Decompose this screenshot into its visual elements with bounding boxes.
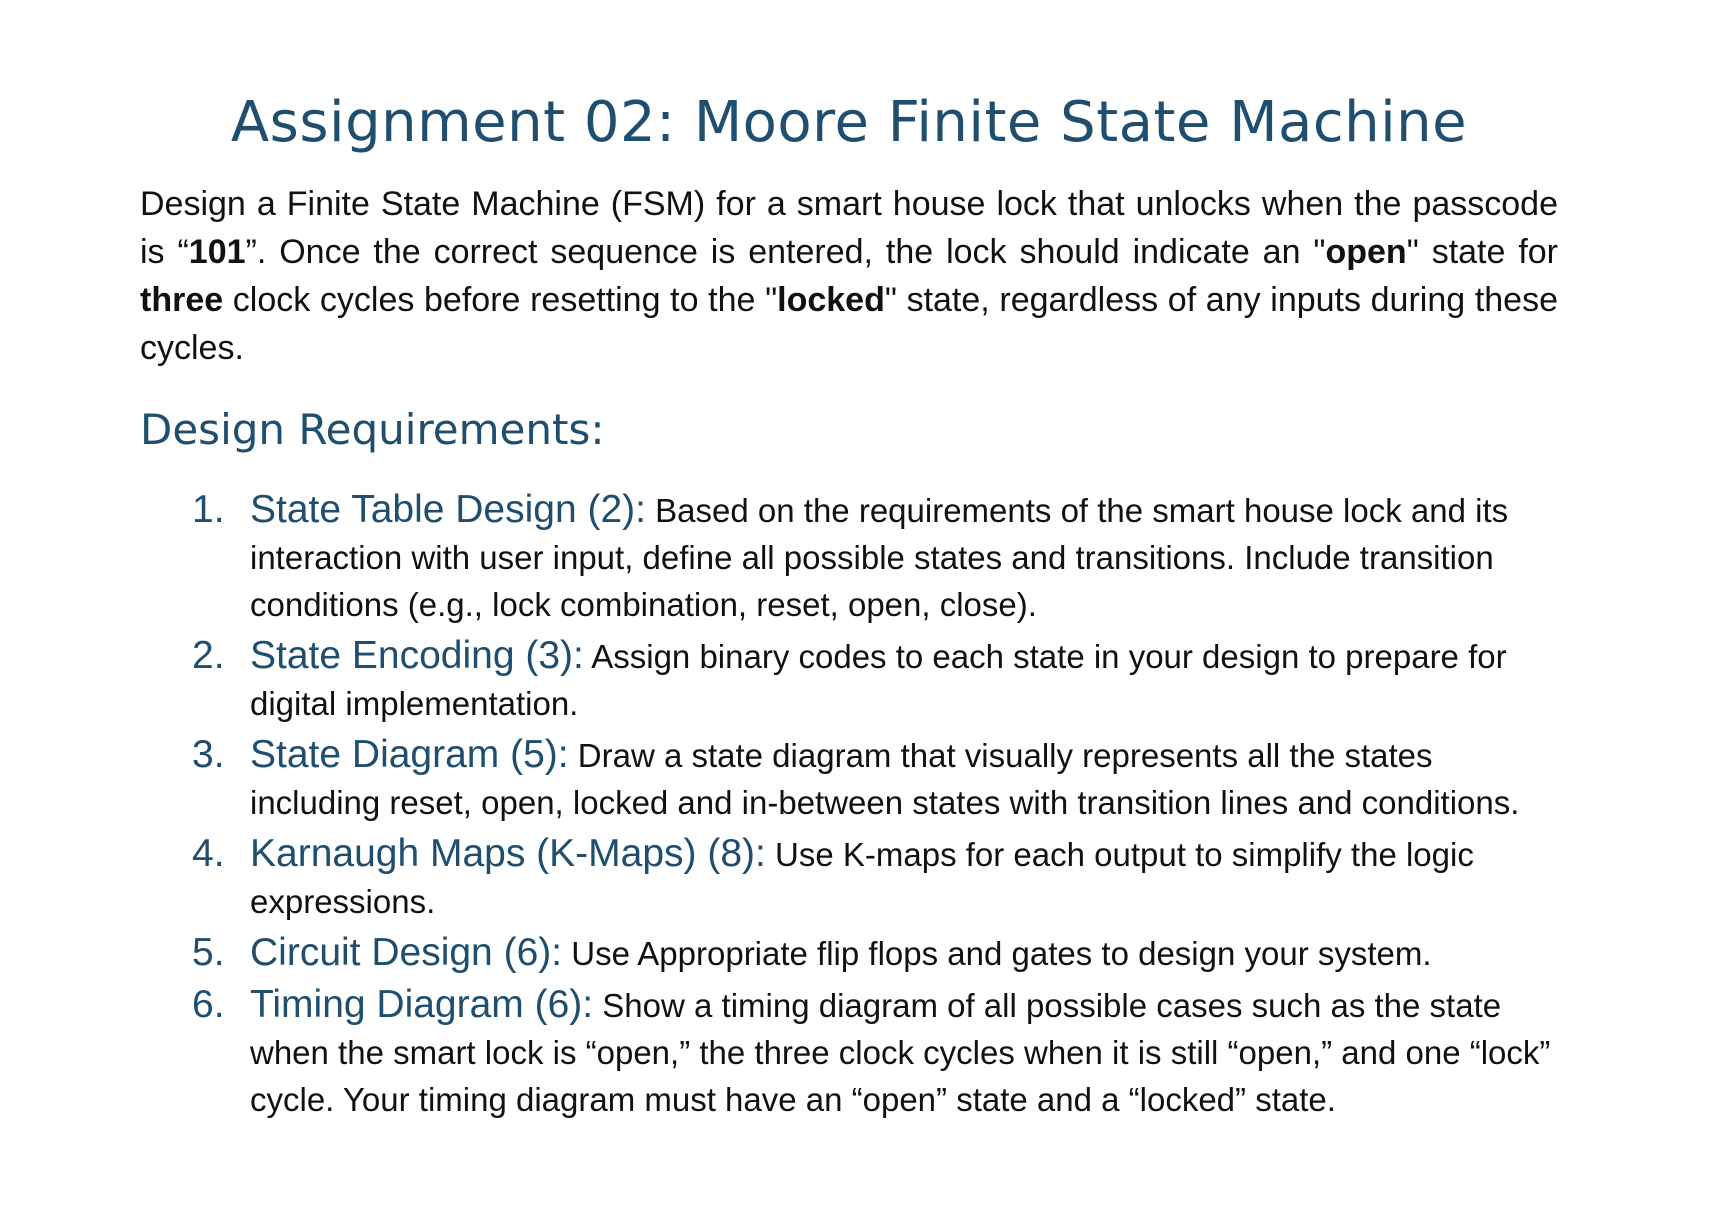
requirement-number: 4.	[192, 832, 225, 875]
requirement-text: Assign binary codes to each state in your design to prepare for digital implementation.	[250, 638, 1507, 722]
page-title: Assignment 02: Moore Finite State Machine	[230, 90, 1468, 155]
passcode-bold: 101	[188, 233, 246, 271]
requirement-title: Karnaugh Maps (K-Maps) (8):	[250, 832, 766, 875]
requirement-number: 2.	[192, 634, 225, 677]
requirement-text: Show a timing diagram of all possible cases such as the state when the smart lock is “open,” the three clock cycles when it is still “open,” and one “lock” cycle. Your timing diagram must have an “open” state and a “locked” state.	[250, 987, 1551, 1118]
requirement-item	[140, 929, 1558, 977]
section-heading: Design Requirements:	[140, 405, 605, 454]
requirement-text: Use Appropriate flip flops and gates to design your system.	[562, 935, 1432, 972]
requirement-number: 1.	[192, 488, 225, 531]
intro-text: clock cycles before resetting to the "	[223, 281, 778, 319]
three-bold: three	[140, 281, 224, 319]
open-bold: open	[1325, 233, 1407, 271]
requirement-item	[140, 632, 1558, 727]
intro-text: " state, regardless of any inputs during these cycles.	[140, 281, 1558, 367]
requirement-item	[140, 981, 1558, 1123]
requirement-item	[140, 486, 1558, 628]
intro-text: ”. Once the correct sequence is entered, the lock should indicate an "	[245, 233, 1326, 271]
requirement-text: Use K-maps for each output to simplify the logic expressions.	[250, 836, 1474, 920]
intro-paragraph	[140, 180, 1558, 372]
requirement-text: Draw a state diagram that visually represents all the states including reset, open, locked and in-between states with transition lines and conditions.	[250, 737, 1520, 821]
requirement-title: State Diagram (5):	[250, 733, 569, 776]
requirement-item	[140, 731, 1558, 826]
intro-text: Design a Finite State Machine (FSM) for a smart house lock that unlocks when the passcode is “	[140, 185, 1558, 271]
requirement-title: Circuit Design (6):	[250, 931, 563, 974]
requirement-number: 5.	[192, 931, 225, 974]
document-page	[140, 0, 1558, 1127]
requirement-title: State Encoding (3):	[250, 634, 584, 677]
intro-text: " state for	[1406, 233, 1558, 271]
requirement-number: 6.	[192, 983, 225, 1026]
requirement-title: State Table Design (2):	[250, 488, 646, 531]
requirement-text: Based on the requirements of the smart house lock and its interaction with user input, define all possible states and transitions. Include transition conditions (e.g., lock combination, reset, open, close).	[250, 492, 1509, 623]
requirement-item	[140, 830, 1558, 925]
requirements-list	[140, 486, 1558, 1123]
locked-bold: locked	[777, 281, 885, 319]
requirement-number: 3.	[192, 733, 225, 776]
requirement-title: Timing Diagram (6):	[250, 983, 594, 1026]
